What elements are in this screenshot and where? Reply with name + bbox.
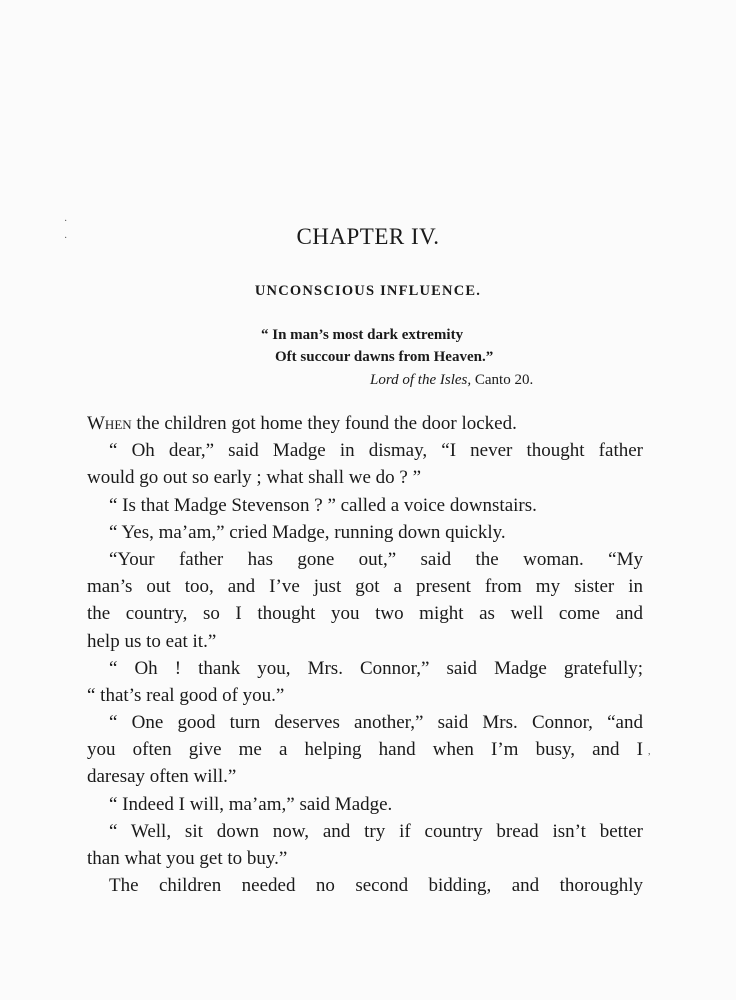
epigraph-source-canto: Canto 20.	[471, 372, 534, 388]
text-line	[87, 437, 643, 464]
text-line	[87, 410, 643, 437]
line-text: than what you get to buy.”	[87, 848, 288, 869]
line-text: “Your father has gone out,” said the woman. “My	[109, 548, 643, 570]
margin-speck: ·	[64, 233, 68, 244]
text-line	[87, 763, 643, 790]
text-line	[87, 736, 643, 763]
line-text: the country, so I thought you two might as well come and	[87, 603, 643, 625]
drop-word: When	[87, 413, 132, 434]
chapter-subtitle: UNCONSCIOUS INFLUENCE.	[254, 283, 482, 299]
text-line	[87, 464, 643, 491]
chapter-title	[0, 224, 736, 250]
text-line	[87, 655, 643, 682]
line-text: “ Well, sit down now, and try if country bread isn’t better	[109, 820, 643, 842]
line-text: help us to eat it.”	[87, 630, 217, 652]
line-text: “ Yes, ma’am,” cried Madge, running down quickly.	[109, 521, 506, 543]
epigraph-source-title: Lord of the Isles,	[370, 372, 472, 388]
line-text: The children needed no second bidding, and thoroughly	[109, 875, 643, 897]
line-text: “ Oh ! thank you, Mrs. Connor,” said Madge gratefully;	[109, 657, 643, 679]
text-line	[87, 872, 643, 899]
line-text: “ that’s real good of you.”	[87, 684, 285, 706]
line-text: daresay often will.”	[87, 766, 237, 788]
line-text: “ One good turn deserves another,” said Mrs. Connor, “and	[109, 712, 643, 734]
text-line	[87, 845, 643, 872]
epigraph-line-2: Oft succour dawns from Heaven.”	[275, 349, 494, 365]
epigraph-source	[370, 369, 533, 391]
text-line	[87, 492, 643, 519]
text-line	[87, 573, 643, 600]
line-text: “ Oh dear,” said Madge in dismay, “I never thought father	[109, 440, 643, 462]
line-text: the children got home they found the door locked.	[131, 413, 517, 434]
text-line	[87, 709, 643, 736]
epigraph-line-1: “ In man’s most dark extremity	[261, 327, 464, 343]
margin-speck: ·	[64, 216, 68, 227]
text-line	[87, 546, 643, 573]
line-text: would go out so early ; what shall we do ? ”	[87, 467, 422, 489]
line-text: you often give me a helping hand when I’m busy, and I	[87, 739, 643, 761]
line-text: man’s out too, and I’ve just got a present from my sister in	[87, 576, 643, 598]
line-text: “ Is that Madge Stevenson ? ” called a voice downstairs.	[109, 494, 537, 516]
chapter-title-text: CHAPTER IV.	[296, 224, 440, 249]
text-line	[87, 600, 643, 627]
text-line	[87, 519, 643, 546]
margin-speck: ,	[648, 746, 651, 757]
text-line	[87, 818, 643, 845]
text-line	[87, 628, 643, 655]
text-line	[87, 682, 643, 709]
body-text	[87, 410, 643, 899]
text-line	[87, 791, 643, 818]
line-text: “ Indeed I will, ma’am,” said Madge.	[109, 793, 393, 815]
